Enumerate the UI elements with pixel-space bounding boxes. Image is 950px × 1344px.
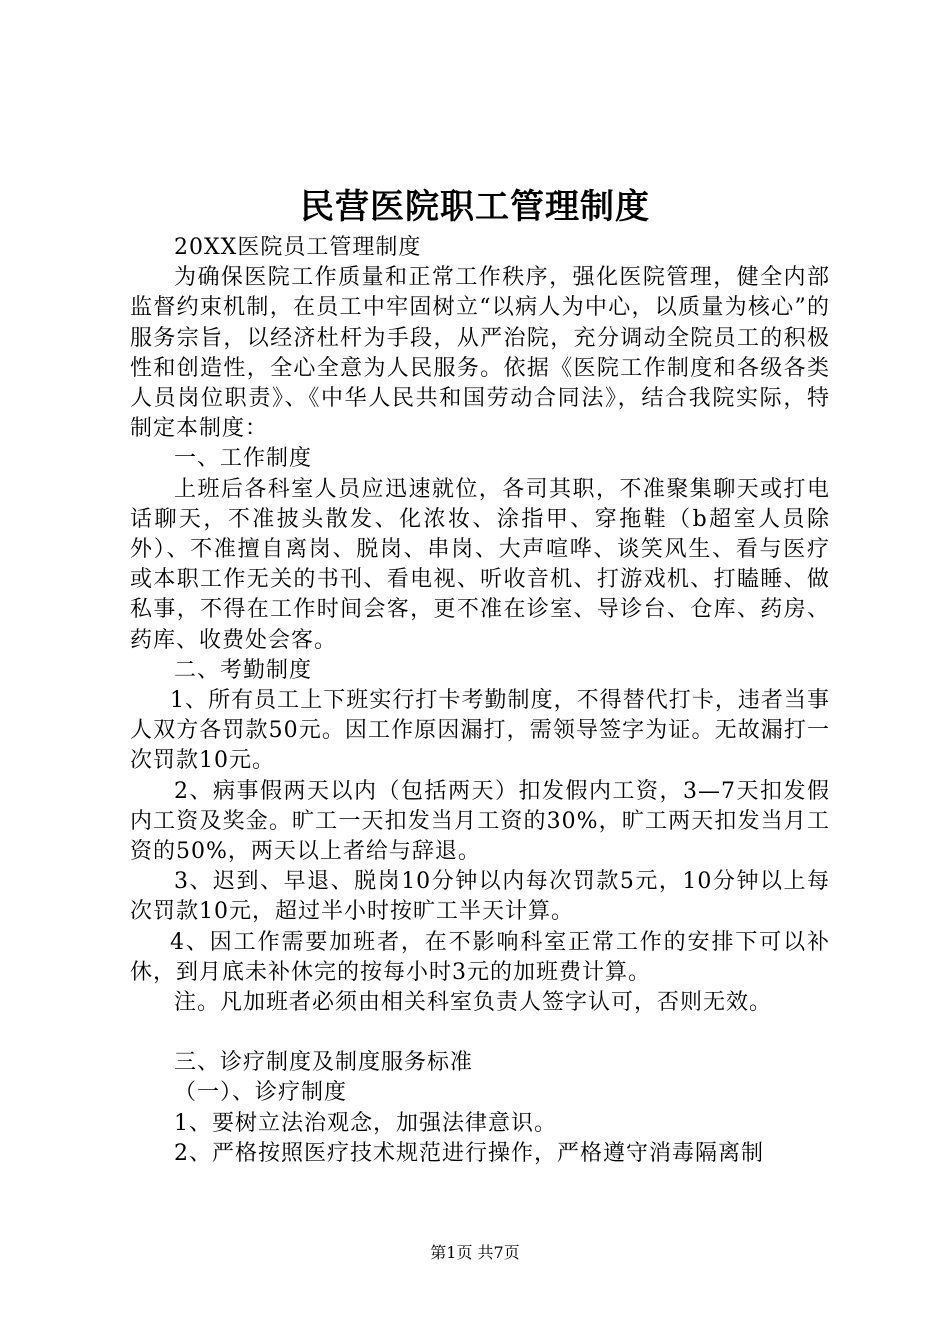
- attendance-item-1: 1、所有员工上下班实行打卡考勤制度，不得替代打卡，违者当事人双方各罚款50元。因工作原因漏打，需领导签字为证。无故漏打一次罚款10元。: [130, 688, 830, 774]
- diagnosis-item-2: 2、严格按照医疗技术规范进行操作，严格遵守消毒隔离制: [174, 1140, 764, 1166]
- diagnosis-item-1: 1、要树立法治观念，加强法律意识。: [174, 1110, 557, 1136]
- attendance-item-2: 2、病事假两天以内（包括两天）扣发假内工资，3—7天扣发假内工资及奖金。旷工一天扣发当月工资的30%，旷工两天扣发当月工资的50%，两天以上者给与辞退。: [130, 778, 830, 865]
- section-heading-work: 一、工作制度: [174, 446, 313, 472]
- attendance-item-3: 3、迟到、早退、脱岗10分钟以内每次罚款5元，10分钟以上每次罚款10元，超过半小时按旷工半天计算。: [130, 869, 830, 925]
- section-heading-attendance: 二、考勤制度: [174, 657, 313, 683]
- section-heading-diagnosis: 三、诊疗制度及制度服务标准: [174, 1050, 474, 1076]
- subtitle-paragraph: 20XX医院员工管理制度: [174, 235, 422, 260]
- intro-paragraph: 为确保医院工作质量和正常工作秩序，强化医院管理，健全内部监督约束机制，在员工中牢固树立“以病人为中心，以质量为核心”的服务宗旨，以经济杜杆为手段，从严治院，充分调动全院员工的积极性和创造性，全心全意为人民服务。依据《医院工作制度和各级各类人员岗位职责》、《中华人民共和国劳动合同法》，结合我院实际，特制定本制度：: [130, 265, 830, 442]
- attendance-item-4: 4、因工作需要加班者，在不影响科室正常工作的安排下可以补休，到月底未补休完的按每小时3元的加班费计算。: [130, 929, 830, 985]
- page-footer: 第1页 共7页: [430, 1243, 520, 1262]
- attendance-note: 注。凡加班者必须由相关科室负责人签字认可，否则无效。: [174, 990, 773, 1016]
- work-rules-paragraph: 上班后各科室人员应迅速就位，各司其职，不准聚集聊天或打电话聊天，不准披头散发、化浓妆、涂指甲、穿拖鞋（b超室人员除外）、不准擅自离岗、脱岗、串岗、大声喧哗、谈笑风生、看与医疗或本职工作无关的书刊、看电视、听收音机、打游戏机、打瞌睡、做私事，不得在工作时间会客，更不准在诊室、导诊台、仓库、药房、药库、收费处会客。: [130, 476, 830, 653]
- document-body: [130, 233, 830, 1169]
- document-title: 民营医院职工管理制度: [300, 187, 650, 227]
- blank-line: [130, 1018, 830, 1048]
- subsection-heading-diagnosis: （一）、诊疗制度: [174, 1080, 348, 1106]
